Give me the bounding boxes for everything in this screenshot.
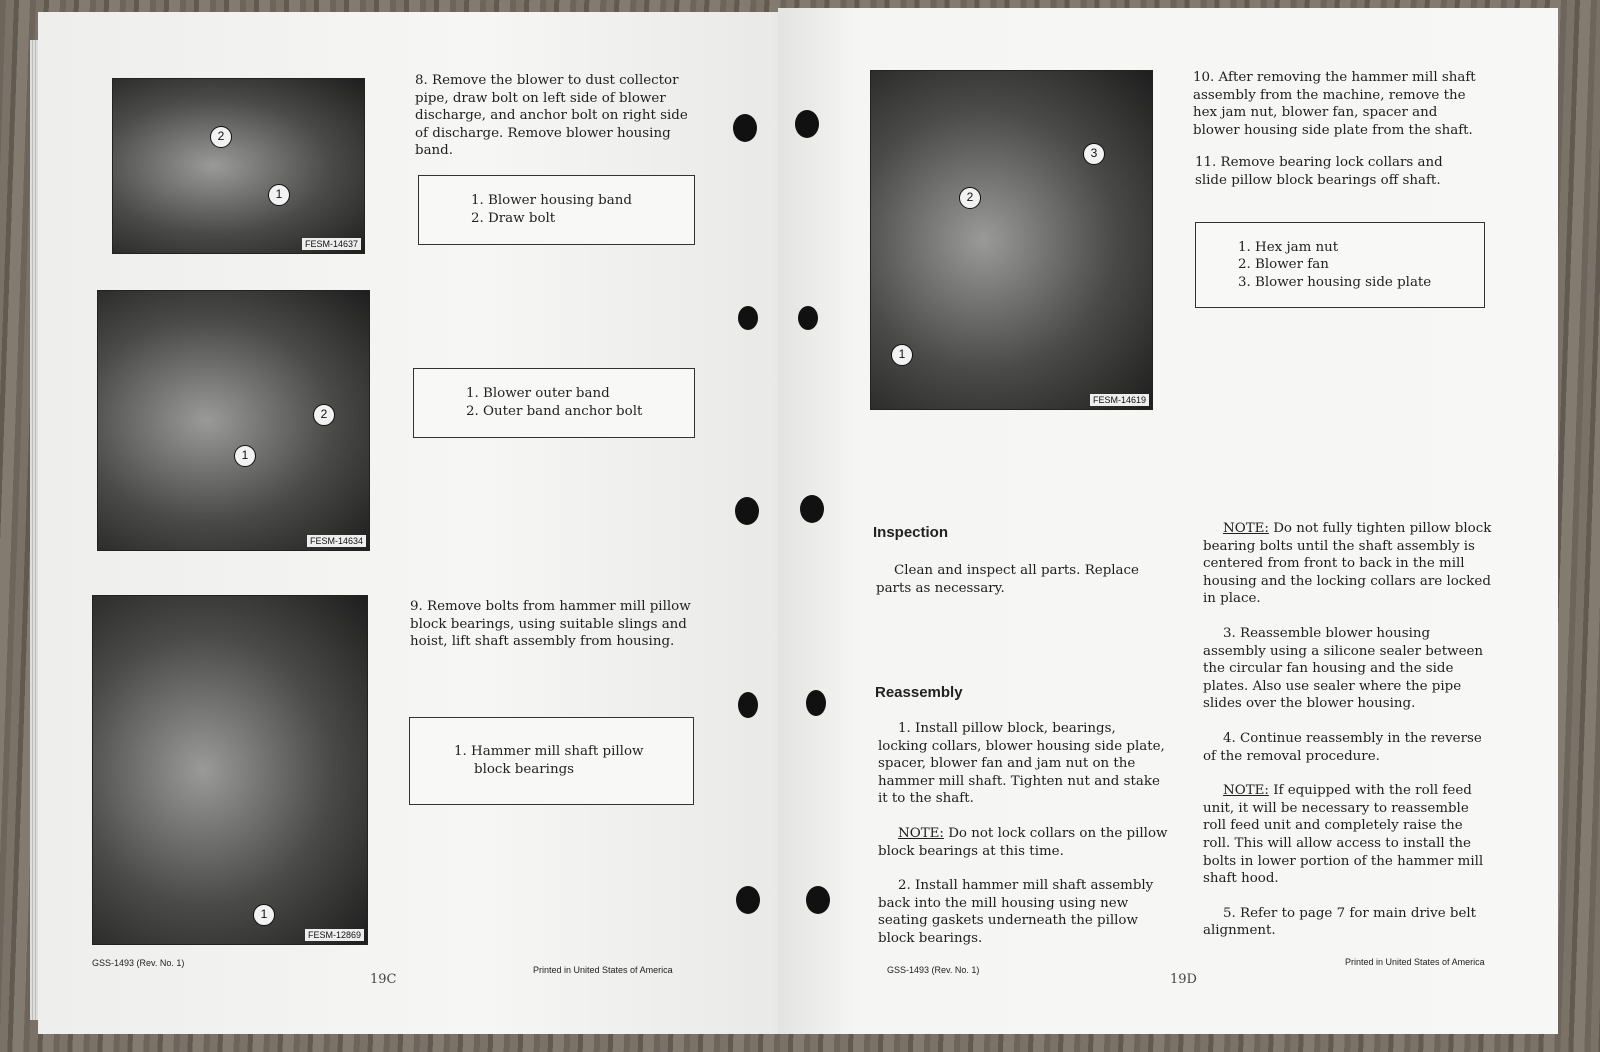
callout: 2 [210, 126, 232, 148]
photo-tag: FESM-12869 [305, 929, 364, 941]
callout: 1 [268, 184, 290, 206]
legend-item: 2. Outer band anchor bolt [466, 404, 643, 419]
photo-tag: FESM-14634 [307, 535, 366, 547]
legend-item: block bearings [474, 762, 575, 777]
photo-blower-outer-band [97, 290, 370, 551]
binder-hole [735, 497, 759, 525]
callout: 3 [1083, 143, 1105, 165]
step-10: 10. After removing the hammer mill shaft assembly from the machine, remove the hex jam nut, blower fan, spacer and blower housing side plate from the shaft. [1193, 70, 1476, 138]
photo-blower-housing-band [112, 78, 365, 254]
legend-item: 1. Hammer mill shaft pillow [454, 744, 644, 760]
footer-doc-id: GSS-1493 (Rev. No. 1) [92, 958, 185, 968]
step-8: 8. Remove the blower to dust collector pipe, draw bolt on left side of blower discharge, and anchor bolt on right side of discharge. Remove blower housing band. [415, 73, 688, 159]
reassembly-steps [878, 720, 1168, 948]
legend-box [1195, 222, 1485, 308]
note-text: Do not fully tighten pillow block bearing bolts until the shaft assembly is centered from front to back in the mill housing and the locking collars are locked in place. [1203, 521, 1492, 607]
photo-tag: FESM-14619 [1090, 394, 1149, 406]
binder-hole [738, 692, 758, 718]
note-text: If equipped with the roll feed unit, it will be necessary to reassemble roll feed unit and completely raise the roll. This will allow access to install the bolts in lower portion of the hammer mill shaft hood. [1203, 783, 1484, 887]
binder-hole [800, 495, 824, 523]
inspection-heading: Inspection [873, 524, 949, 541]
callout: 1 [253, 904, 275, 926]
legend-box-2 [413, 368, 695, 438]
photo-blower-fan [870, 70, 1153, 410]
note-label: NOTE: [1223, 521, 1269, 536]
legend-item: 1. Blower housing band [471, 193, 632, 209]
reassembly-step-4: 4. Continue reassembly in the reverse of the removal procedure. [1203, 730, 1482, 764]
binder-hole [795, 110, 819, 138]
legend-box-1 [418, 175, 695, 245]
page-number: 19D [1170, 972, 1197, 987]
callout: 2 [959, 187, 981, 209]
page-number: 19C [370, 972, 397, 987]
legend-item: 2. Blower fan [1238, 257, 1329, 273]
binder-hole [736, 886, 760, 914]
step-9: 9. Remove bolts from hammer mill pillow block bearings, using suitable slings and hoist, lift shaft assembly from housing. [410, 599, 691, 650]
reassembly-steps-continued [1203, 520, 1493, 940]
callout: 1 [891, 344, 913, 366]
binder-hole [733, 114, 757, 142]
footer-printed: Printed in United States of America [1345, 957, 1485, 967]
note-label: NOTE: [898, 825, 944, 841]
reassembly-step-3: 3. Reassemble blower housing assembly using a silicone sealer between the circular fan housing and the side plates. Also use sealer where the pipe slides over the blower housing. [1203, 625, 1484, 712]
binder-hole [798, 306, 818, 330]
reassembly-step-5: 5. Refer to page 7 for main drive belt alignment. [1203, 905, 1477, 939]
note-2 [1203, 520, 1493, 608]
reassembly-heading: Reassembly [875, 684, 963, 701]
inspection-text: Clean and inspect all parts. Replace parts as necessary. [876, 563, 1139, 596]
callout: 2 [313, 404, 335, 426]
binder-hole [806, 690, 826, 716]
legend-item: 2. Draw bolt [471, 211, 556, 226]
photo-hammer-mill-shaft [92, 595, 368, 945]
reassembly-step-1: 1. Install pillow block, bearings, locking collars, blower housing side plate, spacer, blower fan and jam nut on the hammer mill shaft. Tighten nut and stake it to the shaft. [878, 721, 1165, 807]
photo-tag: FESM-14637 [302, 238, 361, 250]
note-3 [1203, 782, 1493, 888]
note-1 [878, 825, 1168, 860]
legend-item: 1. Blower outer band [466, 386, 610, 402]
legend-box-3 [409, 717, 694, 805]
binder-hole [738, 306, 758, 330]
legend-item: 3. Blower housing side plate [1238, 274, 1432, 290]
footer-doc-id: GSS-1493 (Rev. No. 1) [887, 965, 980, 975]
binder-hole [806, 886, 830, 914]
callout: 1 [234, 445, 256, 467]
reassembly-step-2: 2. Install hammer mill shaft assembly back into the mill housing using new seating gaskets underneath the pillow block bearings. [878, 878, 1154, 946]
note-label: NOTE: [1223, 783, 1269, 799]
step-11: 11. Remove bearing lock collars and slide pillow block bearings off shaft. [1195, 155, 1443, 188]
note-text: Do not lock collars on the pillow block bearings at this time. [878, 825, 1168, 859]
legend-item: 1. Hex jam nut [1238, 239, 1339, 255]
footer-printed: Printed in United States of America [533, 965, 673, 975]
